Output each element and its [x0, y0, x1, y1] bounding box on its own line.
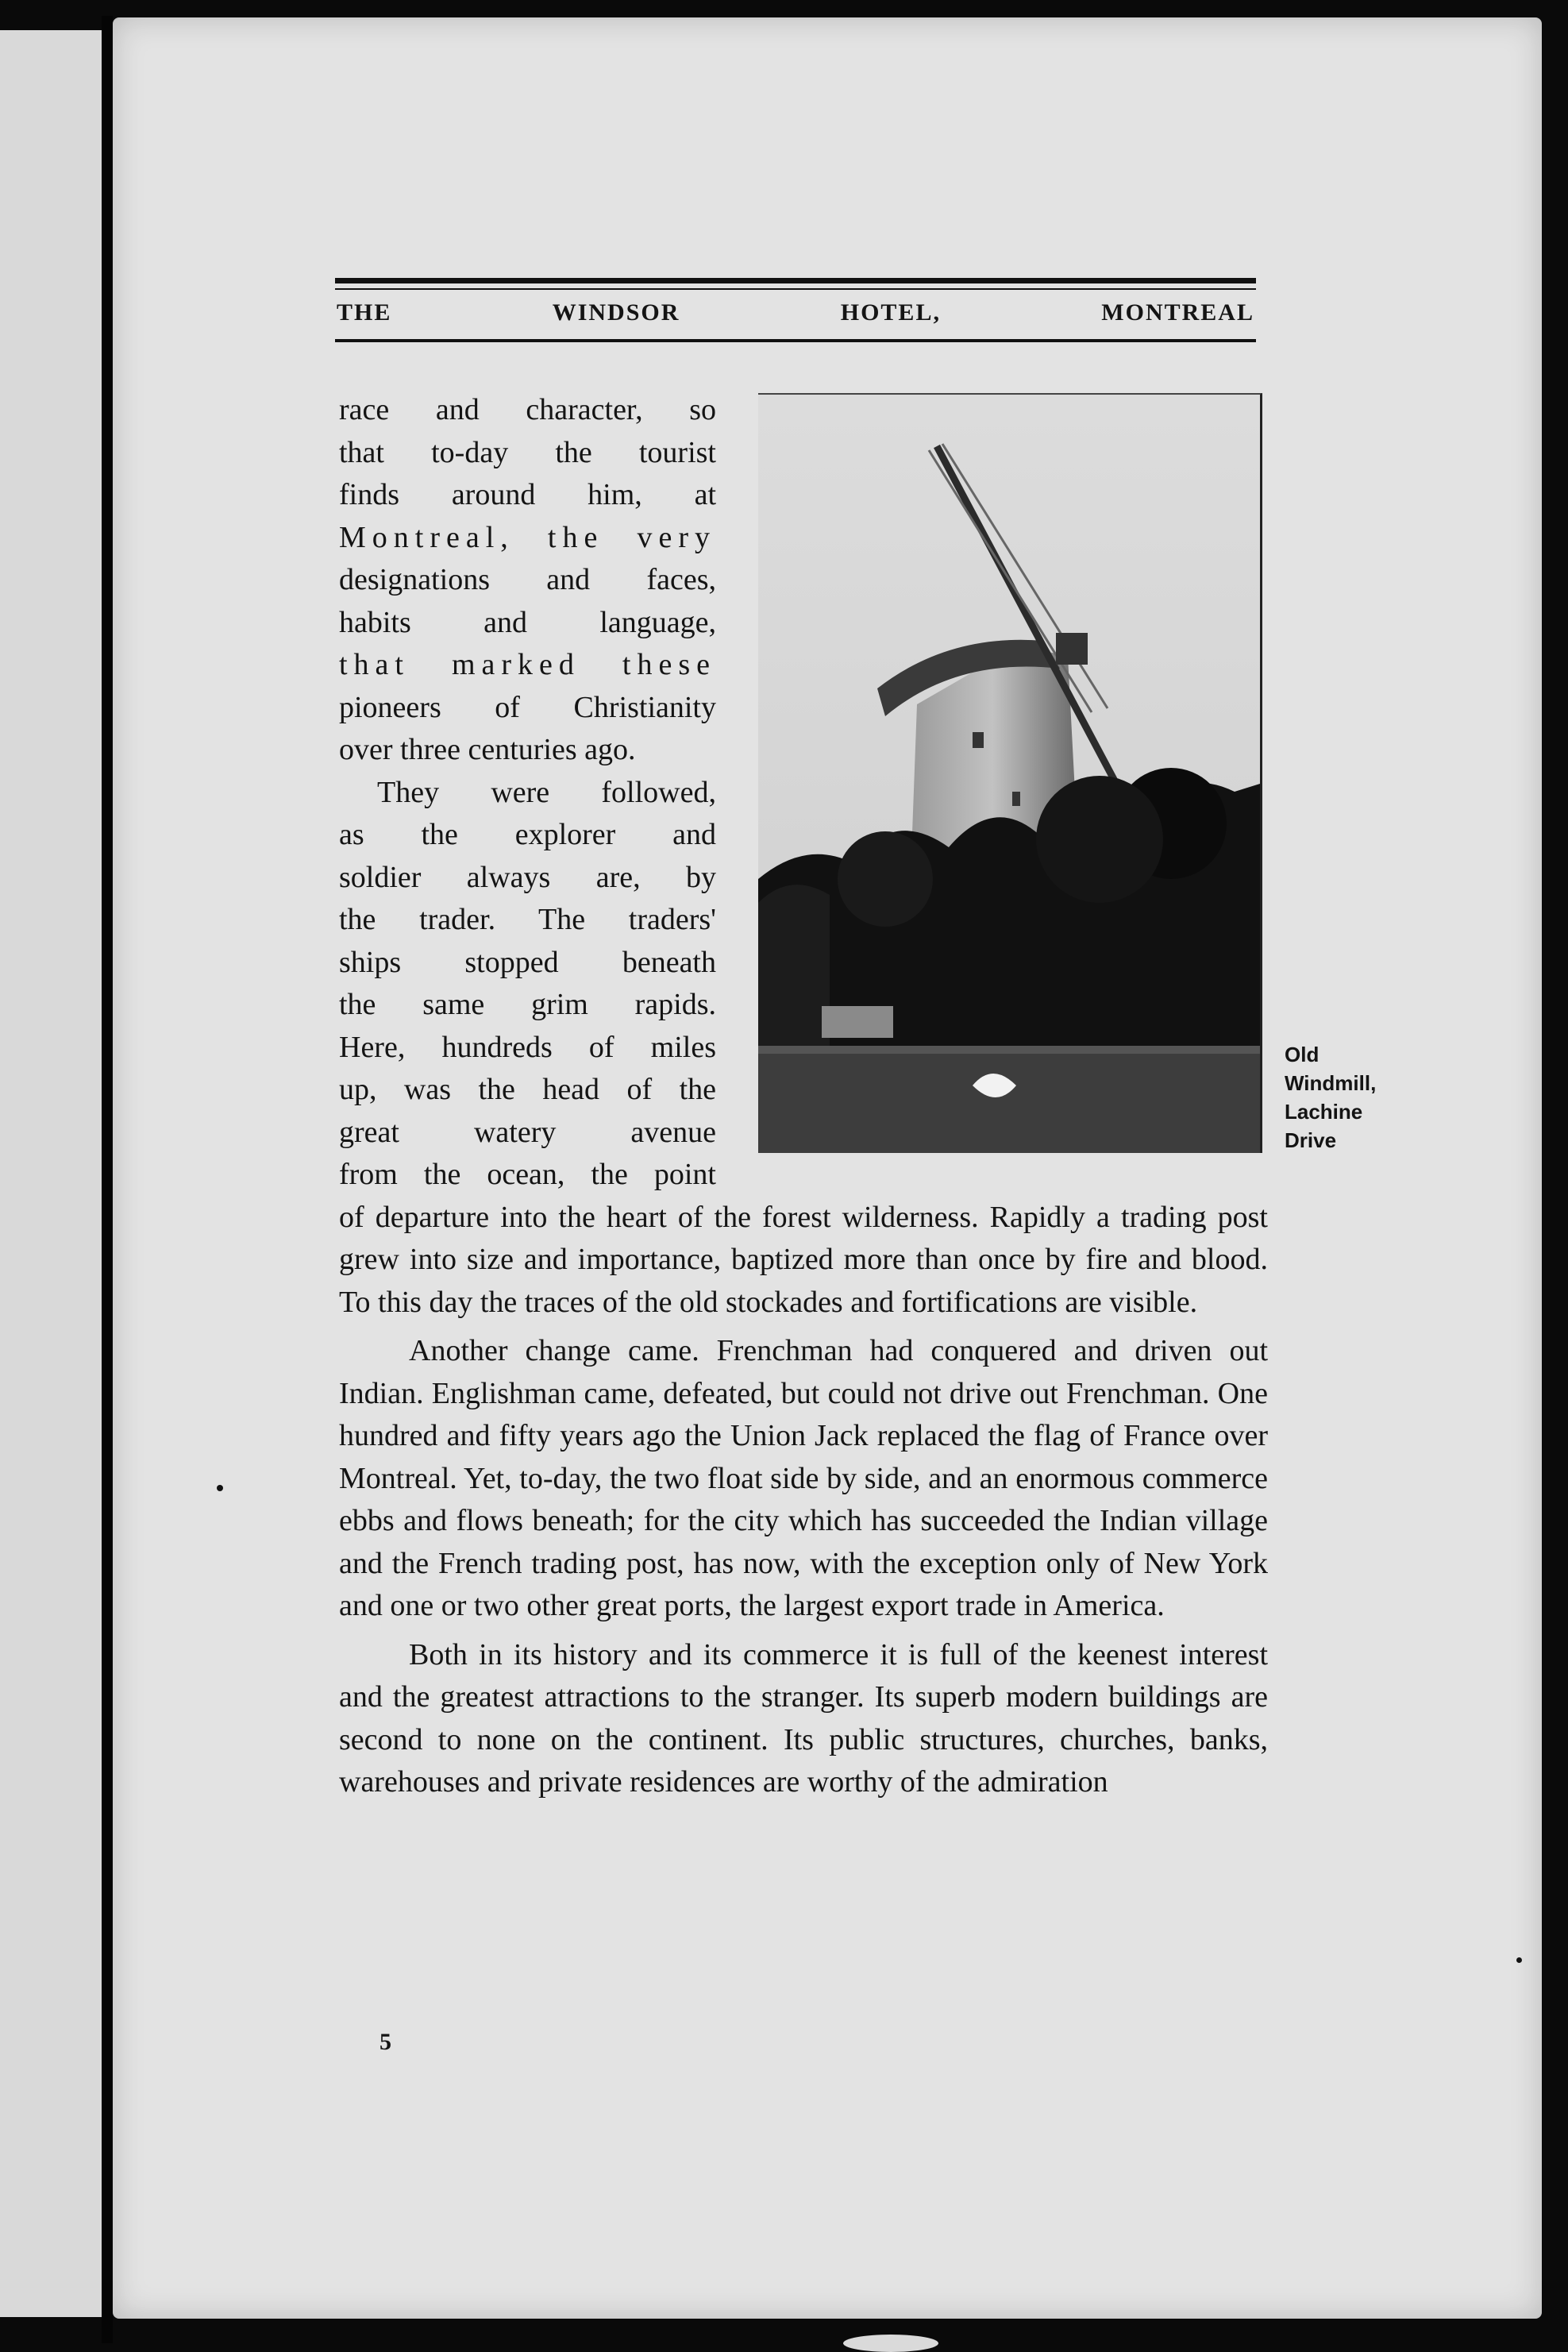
caption-line: Lachine: [1285, 1100, 1363, 1124]
column-line: finds around him, at: [339, 478, 716, 511]
column-line: great watery avenue: [339, 1115, 716, 1149]
running-title-word: THE: [337, 299, 392, 326]
header-rule-thick: [335, 278, 1256, 283]
column-line: soldier always are, by: [339, 860, 716, 894]
windmill-photo: [758, 393, 1262, 1153]
caption-line: Windmill,: [1285, 1071, 1377, 1095]
running-title-word: WINDSOR: [552, 299, 680, 326]
facing-page-edge: [0, 30, 106, 2317]
column-line: race and character, so: [339, 393, 716, 426]
column-line: Montreal, the very: [339, 520, 716, 554]
running-title: [335, 290, 1256, 334]
dust-speck: [217, 1485, 223, 1491]
scan-artifact: [843, 2335, 938, 2352]
column-line: as the explorer and: [339, 818, 716, 851]
running-head: [335, 278, 1256, 342]
caption-line: Drive: [1285, 1128, 1337, 1152]
paragraph: Another change came. Frenchman had conquered and driven out Indian. Englishman came, defeated, but could not drive out Frenchman. One hundred and fifty years ago the Union Jack replaced the flag of France over Montreal. Yet, to-day, the two float side by side, and an enormous commerce ebbs and flows beneath; for the city which has succeeded the Indian village and the French trading post, has now, with the exception only of New York and one or two other great ports, the largest export trade in America.: [339, 1334, 1268, 1622]
column-line: that to-day the tourist: [339, 435, 716, 469]
dust-speck: [1516, 1957, 1522, 1963]
column-line: that marked these: [339, 648, 716, 681]
page-number: 5: [379, 2029, 391, 2055]
running-title-word: MONTREAL: [1101, 299, 1254, 326]
caption-line: Old: [1285, 1043, 1320, 1066]
column-line: the same grim rapids.: [339, 988, 716, 1021]
column-line: over three centuries ago.: [339, 733, 636, 766]
running-title-word: HOTEL,: [840, 299, 941, 326]
paragraph-continuation: of departure into the heart of the forest wilderness. Rapidly a trading post grew into size and importance, baptized more than once by fire and blood. To this day the traces of the old stockades and fortifications are visible.: [339, 1200, 1268, 1319]
column-line: the trader. The traders': [339, 903, 716, 936]
windmill-photo-image: [758, 395, 1260, 1153]
column-line: Here, hundreds of miles: [339, 1030, 716, 1064]
column-line: designations and faces,: [339, 563, 716, 596]
column-line: habits and language,: [339, 605, 716, 639]
photo-caption: [1285, 1040, 1388, 1155]
paragraph: Both in its history and its commerce it is full of the keenest interest and the greatest attractions to the stranger. Its superb modern buildings are second to none on the continent. Its public structures, churches, banks, warehouses and private residences are worthy of the admiration: [339, 1637, 1268, 1799]
book-gutter: [102, 16, 113, 2343]
column-line: from the ocean, the point: [339, 1158, 716, 1191]
column-line: They were followed,: [377, 775, 716, 809]
header-rule-bottom: [335, 339, 1256, 342]
column-line: pioneers of Christianity: [339, 690, 716, 724]
column-line: up, was the head of the: [339, 1073, 716, 1106]
column-line: ships stopped beneath: [339, 945, 716, 979]
